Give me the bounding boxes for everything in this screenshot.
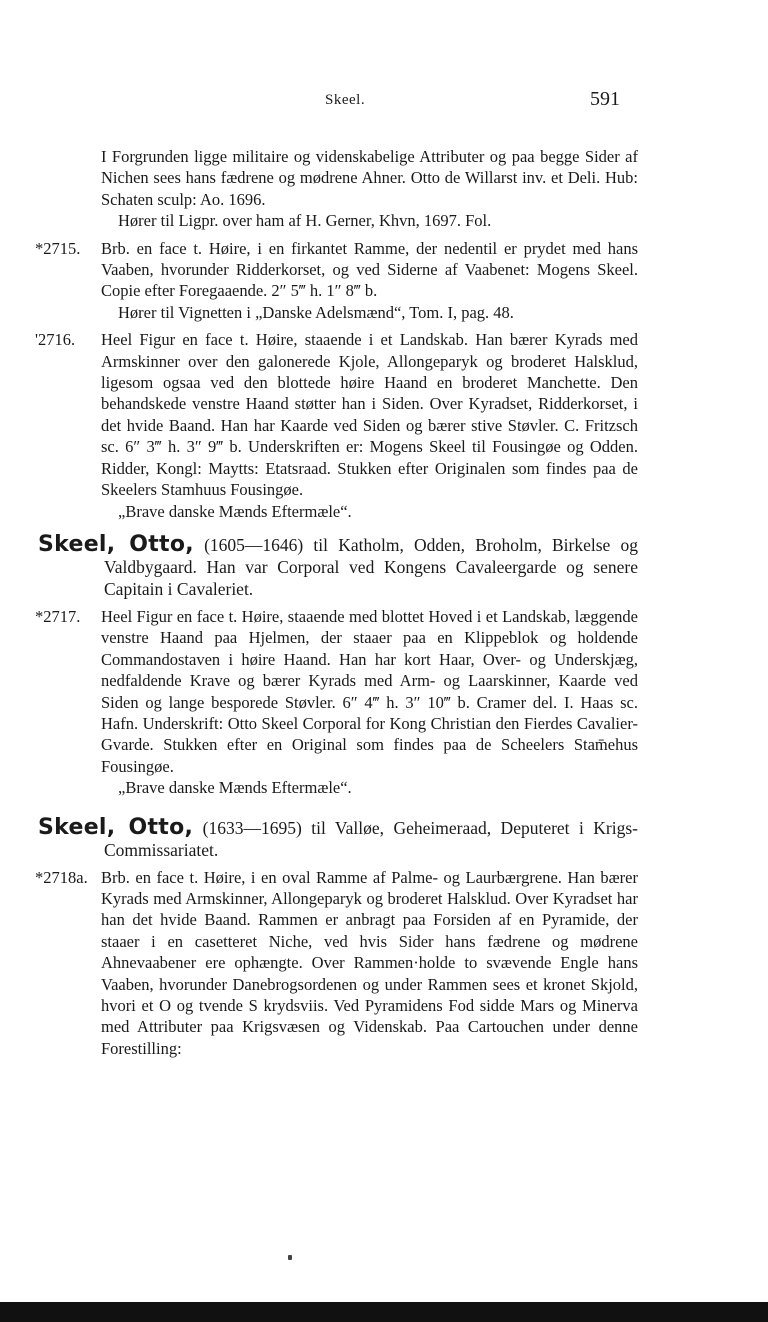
running-head: Skeel. (325, 92, 366, 108)
continued-paragraph: I Forgrunden ligge militaire og videnskabelige Attributer og paa begge Sider af Nichen sees hans fædrene og mødrene Ahner. Otto de Willarst inv. et Deli. Hub: Schaten sculp: Ao. 1696. (101, 147, 638, 209)
catalog-entry-2718a (0, 867, 768, 1060)
catalog-entry-2717 (0, 606, 768, 777)
subject-name: Skeel, Otto, (38, 531, 194, 557)
page-number: 591 (590, 88, 620, 110)
ink-speck (288, 1255, 292, 1260)
reference-note: „Brave danske Mænds Eftermæle“. (118, 501, 352, 521)
entry-number: *2717. (35, 606, 81, 626)
reference-note: Hører til Vignetten i „Danske Adelsmænd“, Tom. I, pag. 48. (118, 302, 514, 322)
scan-border (0, 1302, 768, 1322)
entry-number: *2718a. (35, 867, 88, 887)
body-text (0, 146, 768, 1059)
subject-heading-otto-1605 (0, 531, 768, 600)
entry-number: '2716. (35, 330, 76, 350)
entry-text: Brb. en face t. Høire, i en oval Ramme af Palme- og Laurbærgrene. Han bærer Kyrads med Armskinner, Allongeparyk og broderet Halsklud. Over Kyradset har han det hvide Baand. Rammen er anbragt paa Forsiden af en Pyramide, der staaer i en casetteret Niche, ved hvis Sider hans fædrene og mødrene Ahnevaabener ere ophængte. Over Rammen·holde to svævende Engle hans Vaaben, hvorunder Danebrogsordenen og under Rammen sees et kronet Skjold, hvori et O og tvende S krydsviis. Ved Pyramidens Fod sidde Mars og Minerva med Attributer paa Krigsvæsen og Videnskab. Paa Cartouchen under denne Forestilling: (101, 867, 638, 1058)
subject-biography: (1633—1695) til Valløe, Geheimeraad, Deputeret i Krigs-Commissariatet. (104, 817, 639, 860)
subject-heading-otto-1633 (0, 814, 768, 861)
entry-text: Brb. en face t. Høire, i en firkantet Ramme, der nedentil er prydet med hans Vaaben, hvorunder Ridderkorset, og ved Siderne af Vaabenet: Mogens Skeel. Copie efter Foregaaende. 2″ 5‴ h. 1″ 8‴ b. (101, 238, 638, 301)
reference-note: „Brave danske Mænds Eftermæle“. (118, 778, 352, 798)
entry-number: *2715. (35, 238, 81, 258)
entry-text: Heel Figur en face t. Høire, staaende i et Landskab. Han bærer Kyrads med Armskinner over den galonerede Kjole, Allongeparyk og broderet Halsklud, ligesom ogsaa ved den blottede høire Haand en broderet Manchette. Den behandskede venstre Haand støtter han i Siden. Over Kyradset, Ridderkorset, i det hvide Baand. Han har Kaarde ved Siden og bærer stive Støvler. C. Fritzsch sc. 6″ 3‴ h. 3″ 9‴ b. Underskriften er: Mogens Skeel til Fousingøe og Odden. Ridder, Kongl: Maytts: Etatsraad. Stukken efter Originalen som findes paa de Skeelers Stamhuus Fousingøe. (101, 330, 638, 500)
catalog-entry-2715 (0, 238, 768, 302)
subject-biography: (1605—1646) til Katholm, Odden, Broholm, Birkelse og Valdbygaard. Han var Corporal ved Kongens Cavaleergarde og senere Capitain i Cavaleriet. (104, 534, 639, 599)
reference-note: Hører til Ligpr. over ham af H. Gerner, Khvn, 1697. Fol. (118, 211, 492, 231)
page-header (0, 90, 768, 114)
catalog-entry-2716 (0, 329, 768, 500)
entry-text: Heel Figur en face t. Høire, staaende med blottet Hoved i et Landskab, læggende venstre Haand paa Hjelmen, der staaer paa en Klippeblok og holdende Commandostaven i høire Haand. Han har kort Haar, Over- og Underskjæg, nedfaldende Krave og bærer Kyrads med Arm- og Laarskinner, Kaarde ved Siden og lange besporede Støvler. 6″ 4‴ h. 3″ 10‴ b. Cramer del. I. Haas sc. Hafn. Underskrift: Otto Skeel Corporal for Kong Christian den Fierdes Cavalier-Gvarde. Stukken efter en Original som findes paa de Scheelers Stam̄ehus Fousingøe. (101, 606, 638, 776)
subject-name: Skeel, Otto, (38, 814, 194, 840)
